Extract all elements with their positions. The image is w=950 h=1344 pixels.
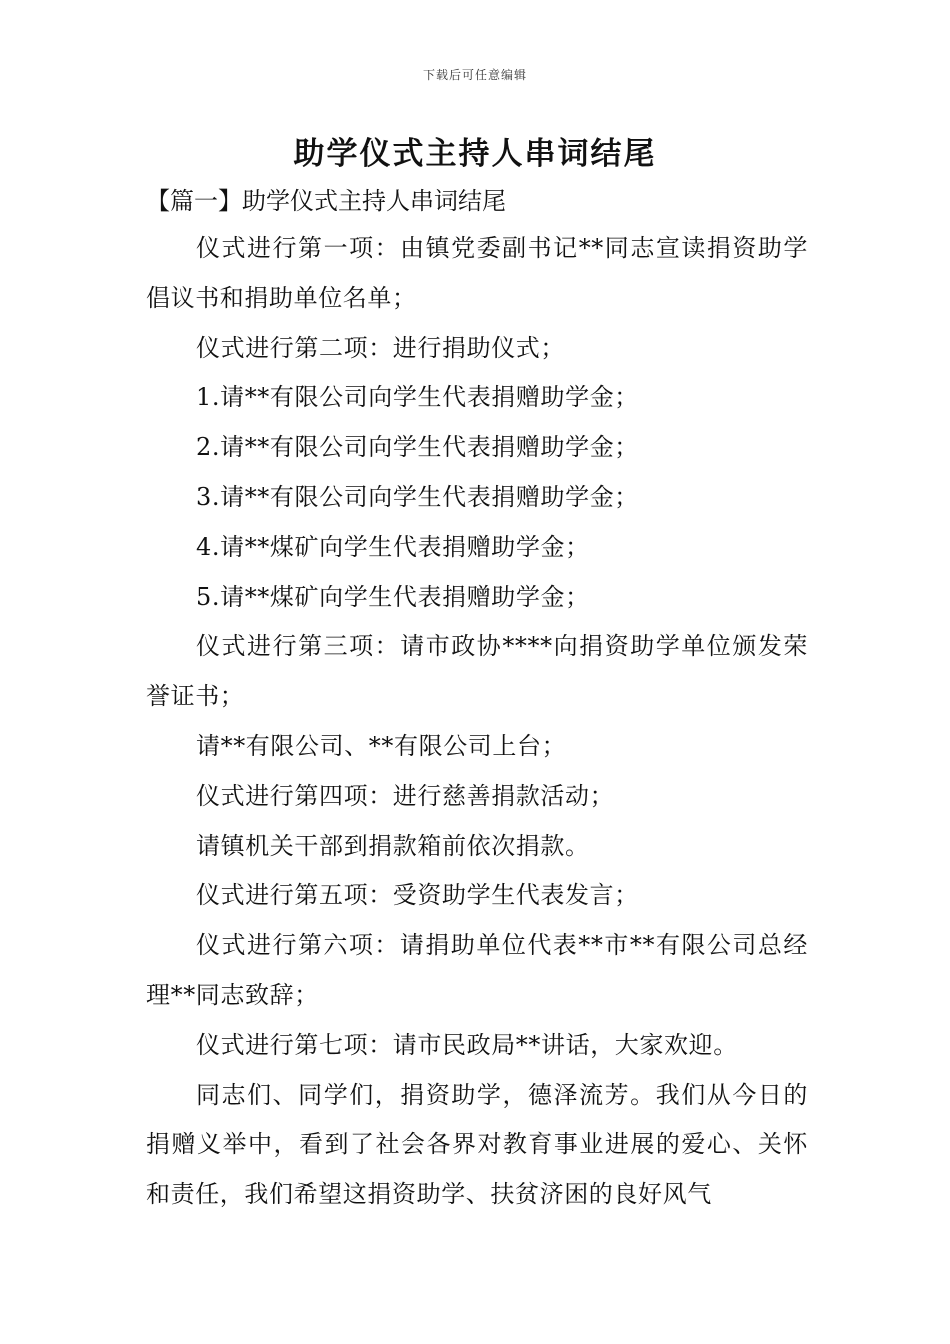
paragraph: 4.请**煤矿向学生代表捐赠助学金；	[196, 532, 590, 561]
paragraph: 仪式进行第四项：进行慈善捐款活动；	[196, 781, 615, 810]
paragraph: 仪式进行第三项：请市政协****向捐资助学单位颁发荣誉证书；	[146, 632, 808, 711]
section-subtitle: 【篇一】助学仪式主持人串词结尾	[146, 187, 506, 215]
document-body	[146, 224, 808, 1220]
paragraph: 3.请**有限公司向学生代表捐赠助学金；	[196, 482, 639, 511]
document-title: 助学仪式主持人串词结尾	[293, 136, 657, 172]
paragraph: 仪式进行第二项：进行捐助仪式；	[196, 333, 565, 362]
header-note: 下载后可任意编辑	[422, 68, 527, 82]
paragraph: 5.请**煤矿向学生代表捐赠助学金；	[196, 582, 590, 611]
paragraph: 请**有限公司、**有限公司上台；	[196, 731, 567, 760]
paragraph: 同志们、同学们，捐资助学，德泽流芳。我们从今日的捐赠义举中，看到了社会各界对教育事业进展的爱心、关怀和责任，我们希望这捐资助学、扶贫济困的良好风气	[146, 1080, 808, 1209]
paragraph: 1.请**有限公司向学生代表捐赠助学金；	[196, 383, 639, 412]
paragraph: 仪式进行第五项：受资助学生代表发言；	[196, 881, 639, 910]
paragraph: 仪式进行第一项：由镇党委副书记**同志宣读捐资助学倡议书和捐助单位名单；	[146, 234, 808, 312]
paragraph: 仪式进行第七项：请市民政局**讲话，大家欢迎。	[196, 1030, 738, 1059]
paragraph: 仪式进行第六项：请捐助单位代表**市**有限公司总经理**同志致辞；	[146, 931, 808, 1009]
paragraph: 2.请**有限公司向学生代表捐赠助学金；	[196, 433, 639, 462]
paragraph: 请镇机关干部到捐款箱前依次捐款。	[196, 831, 590, 860]
